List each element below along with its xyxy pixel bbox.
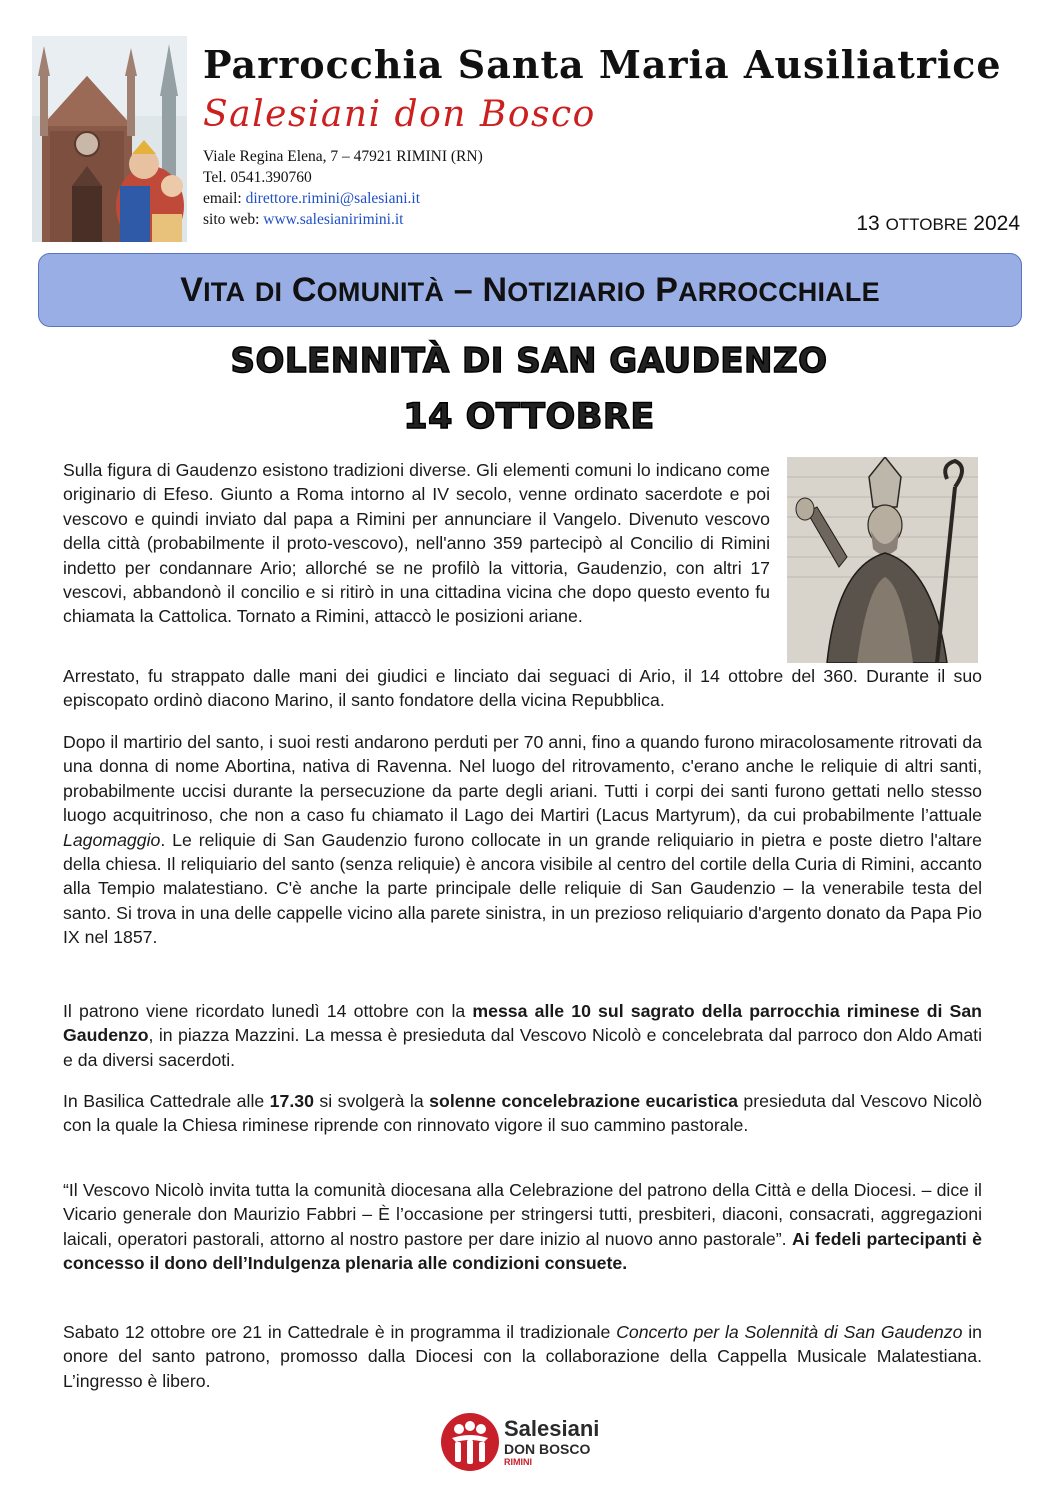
church-photo: [32, 36, 187, 242]
contact-block: [203, 146, 483, 230]
parish-subtitle: Salesiani don Bosco: [203, 94, 596, 135]
paragraph-2: Dopo il martirio del santo, i suoi resti andarono perduti per 70 anni, fino a quando furono miracolosamente ritrovati da una donna di nome Abortina, nativa di Ravenna. Nel luogo del ritrovamento, c'erano anche le reliquie di altri santi, probabilmente uccisi durante la persecuzione da parte degli ariani. Tutti i corpi dei santi furono gettati nello stesso luogo acquitrinoso, che non a caso fu chiamato il Lago dei Martiri (Lacus Martyrum), da cui probabilmente l’attuale Lagomaggio. Le reliquie di San Gaudenzio furono collocate in un grande reliquiario in pietra e poste dietro l'altare della chiesa. Il reliquiario del santo (senza reliquie) è ancora visibile al centro del cortile della Curia di Rimini, accanto alla Tempio malatestiano. C'è anche la parte principale delle reliquie di San Gaudenzio – la venerabile testa del santo. Si trova in una delle cappelle vicino alla parete sinistra, in un prezioso reliquiario d'argento donato da Papa Pio IX nel 1857.: [63, 732, 982, 948]
paragraph-1-top: Sulla figura di Gaudenzo esistono tradizioni diverse. Gli elementi comuni lo indicano come originario di Efeso. Giunto a Roma intorno al IV secolo, venne ordinato sacerdote e poi vescovo e quindi inviato dal papa a Rimini per annunciare il Vangelo. Divenuto vescovo della città (probabilmente il proto-vescovo), nell'anno 359 partecipò al Concilio di Rimini indetto per condannare Ario; allorché se ne profilò la vittoria, Gaudenzio, con altri 17 vescovi, abbandonò il concilio e si ritirò in una cittadina vicina che dopo questo evento fu chiamata la Cattolica. Tornato a Rimini, attaccò le posizioni ariane.: [63, 460, 770, 627]
paragraph-6: Sabato 12 ottobre ore 21 in Cattedrale è in programma il tradizionale Concerto per la Solennità di San Gaudenzo in onore del santo patrono, promosso dalla Diocesi con la collaborazione della Cappella Musicale Malatestiana. L’ingresso è libero.: [63, 1322, 982, 1391]
paragraph-1-bottom: Arrestato, fu strappato dalle mani dei giudici e linciato dai seguaci di Ario, il 14 ottobre del 360. Durante il suo episcopato ordinò diacono Marino, il santo fondatore della vicina Repubblica.: [63, 666, 982, 711]
web-line: [203, 209, 483, 230]
logo-wordmark: Salesiani DON BOSCO RIMINI: [504, 1415, 600, 1467]
paragraph-5: “Il Vescovo Nicolò invita tutta la comunità diocesana alla Celebrazione del patrono della Città e della Diocesi. – dice il Vicario generale don Maurizio Fabbri – È l’occasione per stringersi tutti, presbiteri, diaconi, consacrati, aggregazioni laicali, operatori pastorali, attorno al nostro pastore per dare inizio al nuovo anno pastorale”. Ai fedeli partecipanti è concesso il dono dell’Indulgenza plenaria alle condizioni consuete.: [63, 1180, 982, 1274]
headline-title: SOLENNITÀ DI SAN GAUDENZO: [230, 341, 828, 381]
web-label: sito web:: [203, 211, 260, 228]
paragraph-3: Il patrono viene ricordato lunedì 14 ottobre con la messa alle 10 sul sagrato della parrocchia riminese di San Gaudenzo, in piazza Mazzini. La messa è presieduta dal Vescovo Nicolò e concelebrata dal parroco don Aldo Amati e da diversi sacerdoti.: [63, 1001, 982, 1070]
paragraph-4: In Basilica Cattedrale alle 17.30 si svolgerà la solenne concelebrazione eucaristica presieduta dal Vescovo Nicolò con la quale la Chiesa riminese riprende con rinnovato vigore il suo cammino pastorale.: [63, 1091, 982, 1136]
email-line: [203, 188, 483, 209]
saint-engraving: [787, 457, 978, 663]
email-link[interactable]: direttore.rimini@salesiani.it: [245, 190, 421, 207]
salesiani-logo-icon: [440, 1412, 500, 1472]
headline-date: 14 OTTOBRE: [403, 397, 655, 437]
web-link[interactable]: www.salesianirimini.it: [263, 211, 404, 228]
parish-name: Parrocchia Santa Maria Ausiliatrice: [203, 42, 1002, 87]
section-banner: [38, 253, 1022, 327]
address: Viale Regina Elena, 7 – 47921 RIMINI (RN): [203, 148, 483, 165]
banner-title: VITA DI COMUNITÀ – NOTIZIARIO PARROCCHIALE: [180, 270, 880, 309]
email-label: email:: [203, 190, 242, 207]
issue-date: 13 OTTOBRE 2024: [856, 212, 1020, 235]
phone: Tel. 0541.390760: [203, 169, 312, 186]
salesiani-logo: [440, 1410, 599, 1474]
